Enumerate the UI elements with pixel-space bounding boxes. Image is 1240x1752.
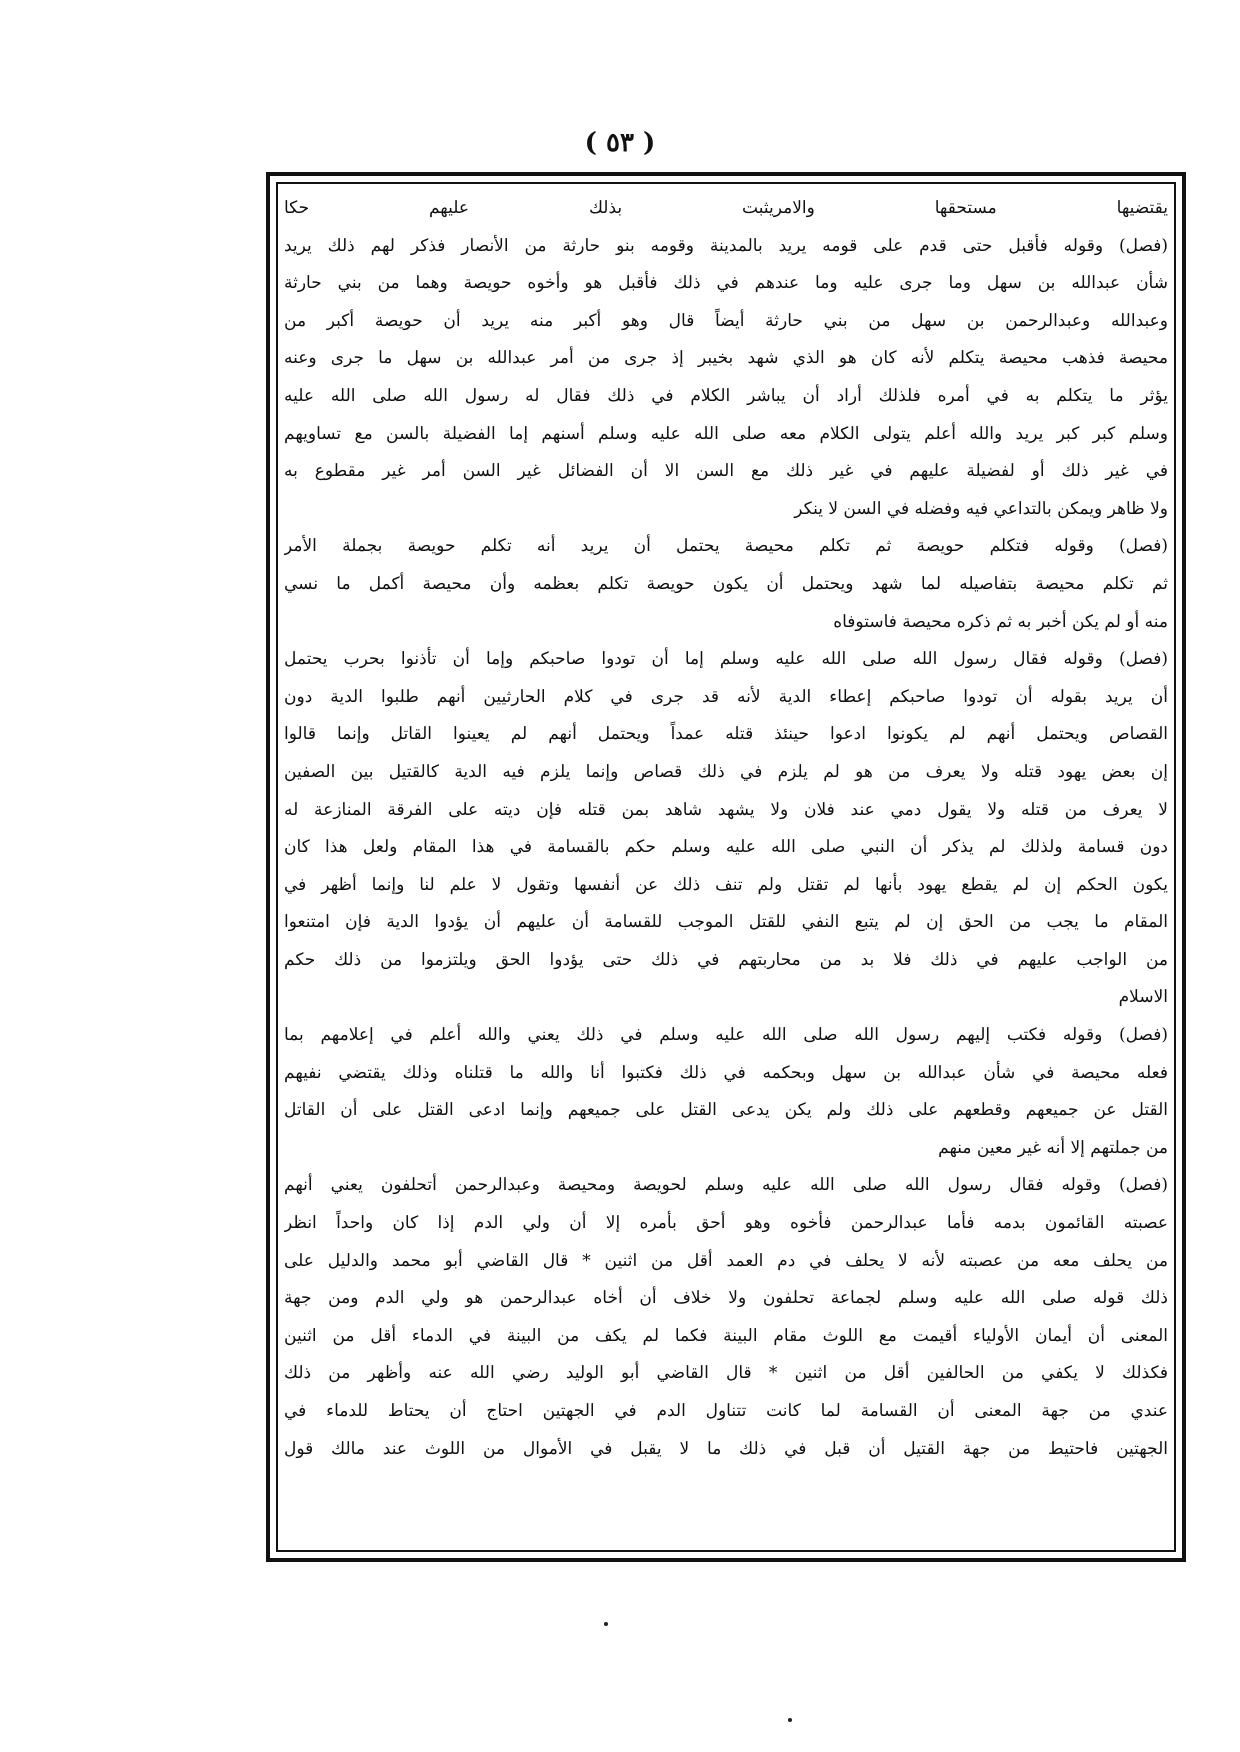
text-line: وعبدالله وعبدالرحمن بن سهل من بني حارثة أيضاً قال وهو أكبر منه يريد أن حويصة أكبر من: [284, 310, 1168, 331]
text-line: ثم تكلم محيصة بتفاصيله لما شهد ويحتمل أن يكون حويصة تكلم بعظمه وأن محيصة أكمل ما نسي: [284, 573, 1168, 594]
text-line: لا يعرف من قتله ولا يقول دمي عند فلان ولا يشهد شاهد بمن قتله فإن ديته على الفرقة المنازعة له: [284, 799, 1168, 820]
text-line: يكون الحكم إن لم يقطع يهود بأنها لم تقتل ولم تنف ذلك عن أنفسها وتقول لا علم لنا وإنما أظهر في: [284, 874, 1168, 895]
text-line: من الواجب عليهم في ذلك فلا بد من محاربتهم في ذلك حتى يؤدوا الحق ويلتزموا من ذلك حكم: [284, 949, 1168, 970]
text-line: (فصل) وقوله فكتب إليهم رسول الله صلى الله عليه وسلم في ذلك يعني والله أعلم في إعلامهم بما: [284, 1025, 1168, 1046]
page-number: ( ٥٣ ): [584, 128, 656, 158]
text-line: من يحلف معه من عصبته لأنه لا يحلف في دم العمد أقل من اثنين * قال القاضي أبو محمد والدليل على: [284, 1250, 1168, 1271]
text-line: القصاص ويحتمل أنهم لم يكونوا ادعوا حينئذ قتله عمداً ويحتمل أنهم لم يعينوا القاتل وإنما قالوا: [284, 724, 1168, 745]
text-line: محيصة فذهب محيصة يتكلم لأنه كان هو الذي شهد بخيبر إذ جرى من أمر عبدالله بن سهل ما جرى وعنه: [284, 348, 1168, 369]
text-line: فعله محيصة في شأن عبدالله بن سهل وبحكمه في ذلك فكتبوا أنا والله ما قتلناه وذلك يقتضي نفيهم: [284, 1062, 1168, 1083]
text-line: يؤثر ما يتكلم به في أمره فلذلك أراد أن يباشر الكلام في ذلك فقال له رسول الله صلى الله عليه: [284, 385, 1168, 406]
text-line: الاسلام: [1118, 987, 1168, 1008]
text-line: عندي من جهة المعنى أن القسامة لما كانت تتناول الدم في الجهتين احتاج أن يحتاط للدماء في: [284, 1401, 1168, 1421]
text-line: وسلم كبر كبر يريد والله أعلم يتولى الكلام معه صلى الله عليه وسلم أسنهم إما الفضيلة بالسن مع تساويهم: [284, 423, 1168, 444]
text-line: إن بعض يهود قتله ولا يعرف من هو لم يلزم في ذلك قصاص وإنما يلزم فيه الدية كالقتيل بين الصفين: [284, 761, 1168, 782]
text-line: المقام ما يجب من الحق إن لم يتبع النفي للقتل الموجب للقسامة أن عليهم أن يؤدوا الدية فإن امتنعوا: [284, 912, 1168, 933]
text-line: الجهتين فاحتيط من جهة القتيل أن قبل في ذلك ما لا يقبل في الأموال من اللوث عند مالك قول: [284, 1438, 1168, 1459]
text-line: من جملتهم إلا أنه غير معين منهم: [938, 1137, 1168, 1158]
text-line: (فصل) وقوله فتكلم حويصة ثم تكلم محيصة يحتمل أن يريد أنه تكلم حويصة بجملة الأمر: [284, 536, 1168, 557]
text-line: (فصل) وقوله فقال رسول الله صلى الله عليه وسلم لحويصة ومحيصة وعبدالرحمن أتحلفون يعني أنهم: [284, 1175, 1168, 1196]
text-line: المعنى أن أيمان الأولياء أقيمت مع اللوث مقام البينة فكما لم يكف من البينة في الدماء أقل من اثنين: [284, 1325, 1168, 1346]
text-line: (فصل) وقوله فأقبل حتى قدم على قومه يريد بالمدينة وقومه بنو حارثة من الأنصار فذكر لهم ذلك يريد: [284, 235, 1168, 256]
text-line: (فصل) وقوله فقال رسول الله صلى الله عليه وسلم إما أن تودوا صاحبكم وإما أن تأذنوا بحرب يحتمل: [284, 649, 1168, 670]
text-line: القتل عن جميعهم وقطعهم على ذلك ولم يكن يدعى القتل على جميعهم وإنما ادعى القتل على أن القاتل: [284, 1100, 1168, 1121]
text-line: يقتضيها مستحقها والامريثبت بذلك عليهم حكا: [284, 198, 1168, 218]
text-line: شأن عبدالله بن سهل وما جرى عليه وما عندهم في ذلك فأقبل هو وأخوه حويصة وهما من بني حارثة: [284, 273, 1168, 294]
text-line: فكذلك لا يكفي من الحالفين أقل من اثنين * قال القاضي أبو الوليد رضي الله عنه وأظهر من ذلك: [284, 1363, 1168, 1384]
text-line: منه أو لم يكن أخبر به ثم ذكره محيصة فاستوفاه: [833, 611, 1168, 632]
text-line: ذلك قوله صلى الله عليه وسلم لجماعة تحلفون ولا خلاف أن أخاه عبدالرحمن هو ولي الدم ومن جهة: [284, 1288, 1168, 1309]
scan-speck: [604, 1622, 608, 1626]
text-line: دون قسامة ولذلك لم يذكر أن النبي صلى الله عليه وسلم حكم بالقسامة في هذا المقام ولعل هذا كان: [284, 837, 1168, 858]
text-line: عصبته القائمون بدمه فأما عبدالرحمن فأخوه وهو أحق بأمره إلا أن ولي الدم إذا كان واحداً انظر: [284, 1213, 1168, 1234]
text-line: ولا ظاهر ويمكن بالتداعي فيه وفضله في السن لا ينكر: [794, 498, 1168, 519]
text-line: في غير ذلك أو لفضيلة عليهم في غير ذلك مع السن الا أن الفضائل غير السن أمر غير مقطوع به: [284, 461, 1168, 482]
text-line: أن يريد بقوله أن تودوا صاحبكم إعطاء الدية لأنه قد جرى في كلام الحارثيين أنهم طلبوا الدية دون: [284, 686, 1168, 707]
text-body: [284, 190, 1168, 1546]
scan-speck: [788, 1718, 792, 1722]
